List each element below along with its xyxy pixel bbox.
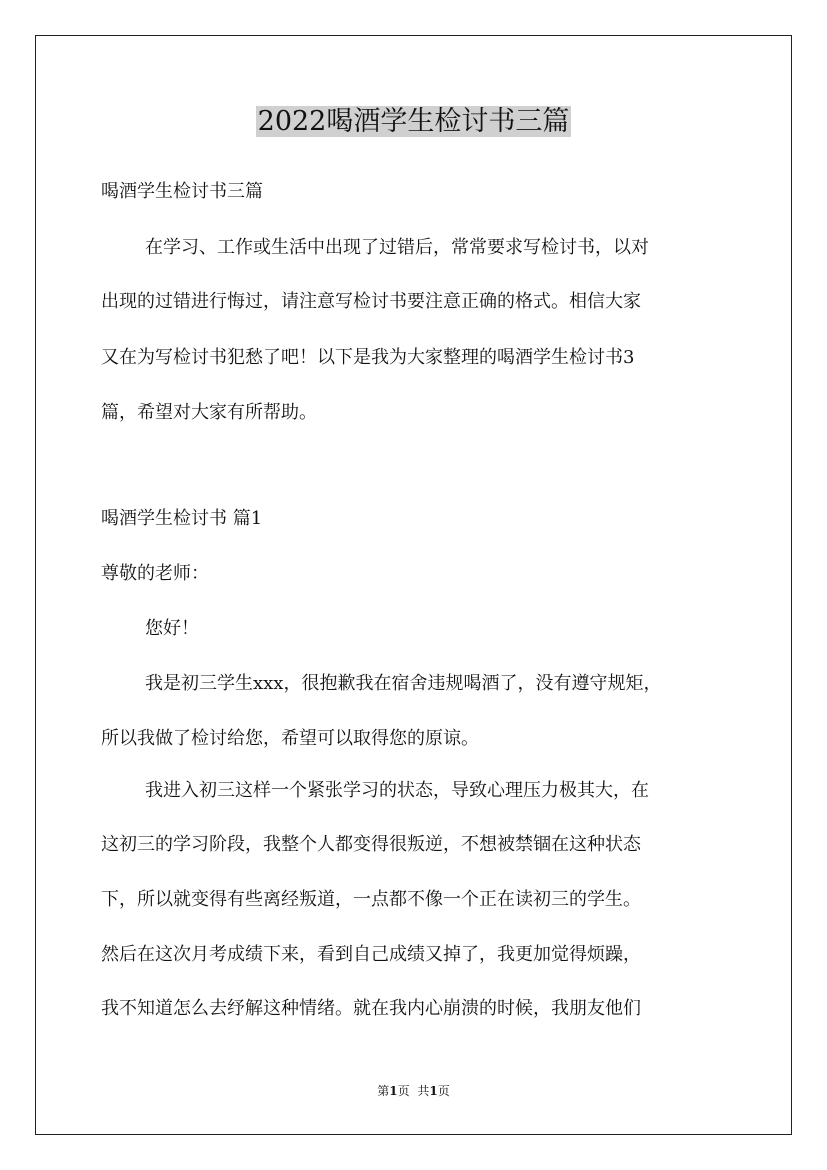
- intro-line-1: 在学习、工作或生活中出现了过错后，常常要求写检讨书，以对: [145, 237, 649, 258]
- footer-total-number: 1: [429, 1084, 438, 1098]
- salutation: 尊敬的老师：: [101, 563, 209, 584]
- intro-line-2: 出现的过错进行悔过，请注意写检讨书要注意正确的格式。相信大家: [101, 291, 641, 312]
- paragraph2-line-1: 我进入初三这样一个紧张学习的状态，导致心理压力极其大，在: [145, 780, 649, 801]
- paragraph2-line-3: 下，所以就变得有些离经叛道，一点都不像一个正在读初三的学生。: [101, 889, 641, 910]
- paragraph2-line-4: 然后在这次月考成绩下来，看到自己成绩又掉了，我更加觉得烦躁，: [101, 944, 641, 965]
- footer-total-suffix: 页: [437, 1084, 450, 1098]
- paragraph1-line-1: 我是初三学生xxx，很抱歉我在宿舍违规喝酒了，没有遵守规矩，: [145, 673, 662, 694]
- document-title: [0, 100, 827, 144]
- paragraph1-line-2: 所以我做了检讨给您，希望可以取得您的原谅。: [101, 728, 479, 749]
- greeting: 您好！: [145, 618, 199, 639]
- intro-line-3: 又在为写检讨书犯愁了吧！以下是我为大家整理的喝酒学生检讨书3: [101, 347, 635, 368]
- footer-page-suffix: 页: [397, 1084, 410, 1098]
- paragraph2-line-5: 我不知道怎么去纾解这种情绪。就在我内心崩溃的时候，我朋友他们: [101, 998, 641, 1019]
- footer-page-prefix: 第: [377, 1084, 390, 1098]
- document-title-text: 2022喝酒学生检讨书三篇: [257, 106, 570, 137]
- paragraph2-line-2: 这初三的学习阶段，我整个人都变得很叛逆，不想被禁锢在这种状态: [101, 834, 641, 855]
- section-heading: 喝酒学生检讨书 篇1: [101, 508, 263, 529]
- footer-total-prefix: 共: [417, 1084, 430, 1098]
- intro-line-4: 篇，希望对大家有所帮助。: [101, 402, 317, 423]
- footer-page-number: 1: [389, 1084, 398, 1098]
- document-subtitle: 喝酒学生检讨书三篇: [101, 181, 263, 202]
- page-footer: [0, 1083, 827, 1099]
